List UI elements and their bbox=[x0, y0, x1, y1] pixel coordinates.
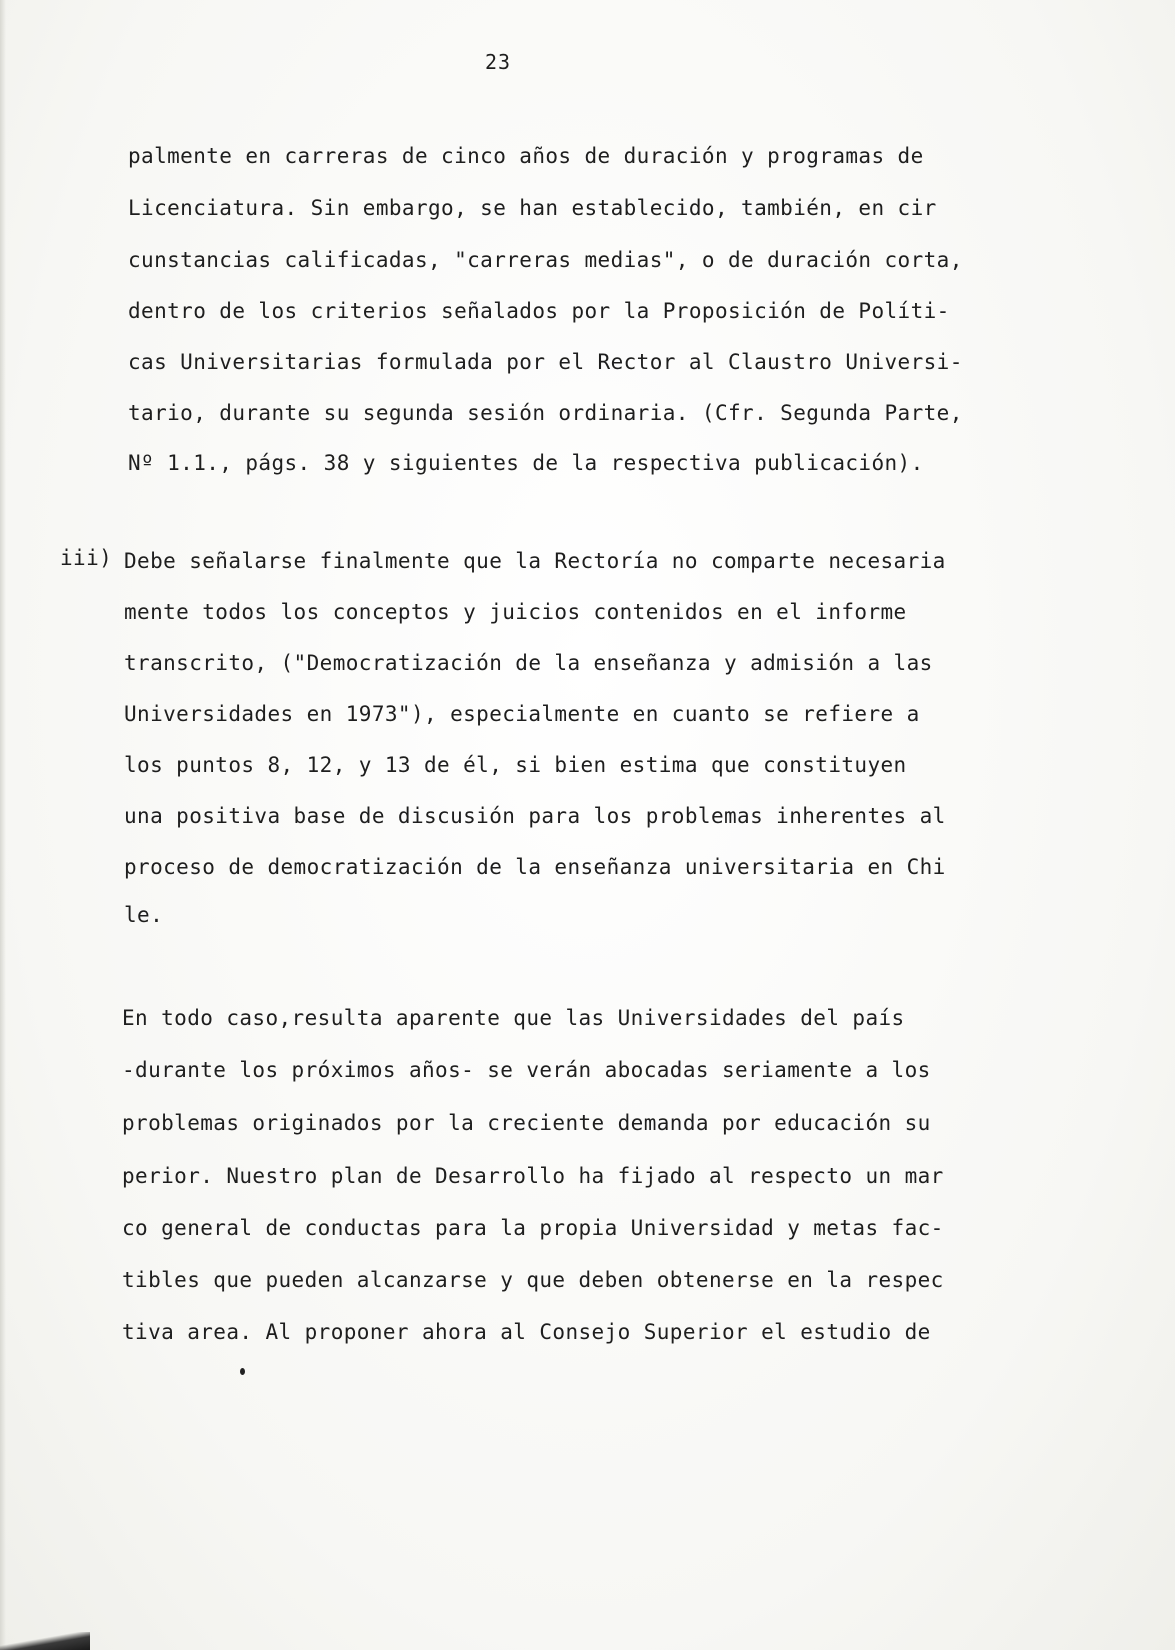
item-iii-line: Universidades en 1973"), especialmente en cuanto se refiere a bbox=[124, 702, 920, 726]
paragraph-1-line: cas Universitarias formulada por el Rector al Claustro Universi- bbox=[128, 350, 963, 374]
scan-edge bbox=[0, 0, 6, 1650]
item-iii-line: mente todos los conceptos y juicios contenidos en el informe bbox=[124, 600, 907, 624]
list-marker: iii) bbox=[60, 546, 113, 570]
paragraph-1-line: Licenciatura. Sin embargo, se han establecido, también, en cir bbox=[128, 196, 937, 220]
ink-speck bbox=[240, 1368, 245, 1375]
paragraph-2-line: problemas originados por la creciente demanda por educación su bbox=[122, 1111, 931, 1135]
paragraph-1-line: tario, durante su segunda sesión ordinaria. (Cfr. Segunda Parte, bbox=[128, 401, 963, 425]
paragraph-1-line: cunstancias calificadas, "carreras medias", o de duración corta, bbox=[128, 248, 963, 272]
paragraph-2-line: -durante los próximos años- se verán abocadas seriamente a los bbox=[122, 1058, 931, 1082]
paragraph-2-line: co general de conductas para la propia Universidad y metas fac- bbox=[122, 1216, 944, 1240]
paragraph-1-line: palmente en carreras de cinco años de duración y programas de bbox=[128, 144, 924, 168]
item-iii-line: le. bbox=[124, 903, 164, 927]
scan-corner-shadow bbox=[0, 1632, 90, 1650]
item-iii-line: Debe señalarse finalmente que la Rectoría no comparte necesaria bbox=[124, 549, 946, 573]
paragraph-2-line: tibles que pueden alcanzarse y que deben obtenerse en la respec bbox=[122, 1268, 944, 1292]
item-iii-line: los puntos 8, 12, y 13 de él, si bien estima que constituyen bbox=[124, 753, 907, 777]
item-iii-line: proceso de democratización de la enseñanza universitaria en Chi bbox=[124, 855, 946, 879]
paragraph-2-line: En todo caso,resulta aparente que las Universidades del país bbox=[122, 1006, 905, 1030]
paragraph-1-line: Nº 1.1., págs. 38 y siguientes de la respectiva publicación). bbox=[128, 451, 924, 475]
paragraph-1-line: dentro de los criterios señalados por la Proposición de Políti- bbox=[128, 299, 950, 323]
paragraph-2-line: perior. Nuestro plan de Desarrollo ha fijado al respecto un mar bbox=[122, 1164, 944, 1188]
paragraph-2-line: tiva area. Al proponer ahora al Consejo Superior el estudio de bbox=[122, 1320, 931, 1344]
page-number: 23 bbox=[485, 50, 512, 74]
item-iii-line: transcrito, ("Democratización de la enseñanza y admisión a las bbox=[124, 651, 933, 675]
item-iii-line: una positiva base de discusión para los problemas inherentes al bbox=[124, 804, 946, 828]
